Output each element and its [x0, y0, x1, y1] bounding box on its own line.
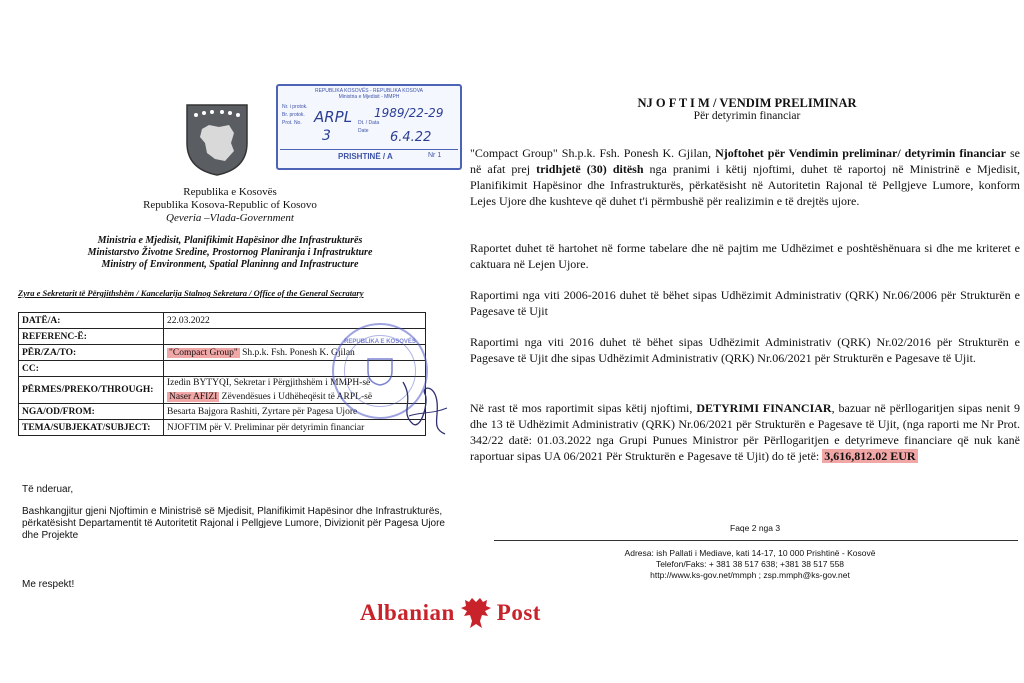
- round-stamp-emblem-icon: [364, 355, 396, 387]
- ministry-name-sq: Ministria e Mjedisit, Planifikimit Hapësinor dhe Infrastrukturës: [97, 235, 363, 246]
- table-key: DATË/A:: [19, 313, 164, 329]
- stamp-date: 6.4.22: [390, 130, 432, 145]
- stamp-count: 3: [322, 128, 331, 144]
- footer-divider: [494, 540, 1018, 541]
- notice-paragraph-4: Raportimi nga viti 2016 duhet të bëhet sipas Udhëzimit Administrativ (QRK) Nr.02/2016 për Strukturën e Pagesave të Ujit dhe sipas Udhëzimit Administrativ (QRK) Nr.06/2021 për Strukturën e Pagesave të Ujit.: [470, 335, 1020, 365]
- recipient-highlight: "Compact Group": [169, 347, 238, 358]
- recipient-text: Sh.p.k. Fsh. Ponesh K. Gjilan: [239, 347, 355, 358]
- through-highlight: Naser AFIZI: [169, 392, 218, 402]
- double-headed-eagle-icon: [459, 596, 493, 630]
- ministry-header: [20, 235, 440, 271]
- p1-notified: Njoftohet për Vendimin preliminar/ detyrimin financiar: [715, 146, 1006, 160]
- table-value: NJOFTIM për V. Preliminar për detyrimin financiar: [164, 420, 426, 436]
- logo-word-left: Albanian: [360, 600, 455, 625]
- table-key: PËRMES/PREKO/THROUGH:: [19, 377, 164, 404]
- government-name: Qeveria –Vlada-Government: [166, 212, 294, 224]
- stamp-number: 1989/22-29: [374, 106, 444, 120]
- kosovo-coat-of-arms-icon: [185, 103, 249, 177]
- notice-paragraph-3: Raportimi nga viti 2006-2016 duhet të bëhet sipas Udhëzimit Administrativ (QRK) Nr.06/2006 për Strukturën e Pagesave të Ujit: [470, 288, 1020, 318]
- greeting: Të nderuar,: [22, 484, 74, 495]
- stamp-label: Prot. No.: [282, 120, 302, 126]
- table-key: NGA/OD/FROM:: [19, 404, 164, 420]
- p1-text: se në afat prej: [470, 146, 1020, 176]
- registry-stamp: [276, 84, 462, 170]
- closing: Me respekt!: [22, 579, 75, 590]
- ministry-name-sr: Ministarstvo Životne Sredine, Prostornog Planiranja i Infrastrukture: [87, 247, 373, 258]
- amount-due-highlight: 3,616,812.02 EUR: [824, 449, 916, 463]
- govt-header: [130, 186, 330, 225]
- stamp-footer-number: Nr 1: [428, 152, 442, 159]
- through-text: Zëvendësues i Udhëheqësit të ARPL-së: [219, 392, 373, 402]
- stamp-label: Date: [358, 128, 369, 134]
- republic-name: Republika e Kosovës: [183, 186, 277, 198]
- footer-address: Adresa: ish Pallati i Mediave, kati 14-17, 10 000 Prishtinë - Kosovë: [624, 548, 876, 558]
- p1-deadline: tridhjetë (30) ditësh: [536, 162, 644, 176]
- notice-title: NJ O F T I M / VENDIM PRELIMINAR: [637, 96, 857, 110]
- p1-recipient: "Compact Group" Sh.p.k. Fsh. Ponesh K. Gjilan,: [470, 146, 716, 160]
- round-stamp-text: REPUBLIKA E KOSOVËS: [344, 339, 416, 345]
- republic-name-multilingual: Republika Kosova-Republic of Kosovo: [143, 199, 317, 211]
- table-key: TEMA/SUBJEKAT/SUBJECT:: [19, 420, 164, 436]
- table-key: PËR/ZA/TO:: [19, 345, 164, 361]
- p1-text-rest: nga pranimi i këtij njoftimi, duhet të raportoj në Ministrinë e Mjedisit, Planifikimit Hapësinor dhe Infrastrukturës, përkatësisht në Autoritetin Rajonal të Pellgjeve Lumore, konform Lejes Ujore dhe kushteve që duhet t'i përmbushë për realizimin e të drejtës ujore.: [470, 162, 1020, 208]
- notice-paragraph-1: [470, 145, 1020, 209]
- stamp-label: Dt. / Data: [358, 120, 380, 126]
- cover-body: Bashkangjitur gjeni Njoftimin e Ministrisë së Mjedisit, Planifikimit Hapësinor dhe Infrastrukturës, përkatësisht Departamentit të Autoritetit Rajonal i Pellgjeve Lumore, Divizionit për Pagesa Ujore dhe Projekte: [22, 506, 445, 541]
- office-line: Zyra e Sekretarit të Përgjithshëm / Kancelarija Stalnog Sekretara / Office of the General Secratary: [18, 288, 364, 298]
- logo-word-right: Post: [496, 600, 541, 625]
- footer-phone: Telefon/Faks: + 381 38 517 638; +381 38 517 558: [655, 559, 845, 569]
- stamp-header-1: REPUBLIKA KOSOVËS - REPUBLIKA KOSOVA: [314, 88, 423, 94]
- notice-paragraph-2: Raportet duhet të hartohet në forme tabelare dhe në pajtim me Udhëzimet e poshtëshënuara si dhe me kriteret e caktuara në Lejen Ujore.: [470, 241, 1020, 271]
- albanian-post-logo: [360, 596, 541, 630]
- notice-subtitle: Për detyrimin financiar: [693, 110, 801, 122]
- stamp-footer: PRISHTINË / A: [338, 152, 393, 161]
- footer-website-link[interactable]: http://www.ks-gov.net/mmph: [650, 570, 757, 580]
- table-key: CC:: [19, 361, 164, 377]
- stamp-label: Br. protok.: [282, 112, 305, 118]
- stamp-code: ARPL: [314, 108, 353, 126]
- table-value: Besarta Bajgora Rashiti, Zyrtare për Pagesa Ujore: [164, 404, 426, 420]
- ministry-name-en: Ministry of Environment, Spatial Planinng and Infrastructure: [101, 259, 359, 270]
- through-line-1: Izedin BYTYQI, Sekretar i Përgjithshëm i MMPH-së: [167, 378, 371, 388]
- p5-text-rest: , bazuar në përllogaritjen sipas nenit 9 dhe 13 të Udhëzimit Administrativ (QRK) Nr.06/2021 për Strukturën e Pagesave të Ujit, (nga raporti me Nr Prot. 342/22 datë: 01.03.2022 nga Grupi Punues Ministror për Përllogaritjen e detyrimeve financiare që nuk kanë raportuar sipas UA 06/2021 Për Strukturën e Pagesave të Ujit) do të jetë:: [470, 401, 1021, 463]
- footer-contact: Adresa: ish Pallati i Mediave, kati 14-17, 10 000 Prishtinë - Kosovë Telefon/Faks: + 381 38 517 638; +381 38 517 558 http://www.ks-gov.net/mmph ; zsp.mmph@ks-gov.net: [540, 548, 960, 581]
- p5-text: Në rast të mos raportimit sipas këtij njoftimi,: [470, 401, 697, 415]
- table-value: 22.03.2022: [164, 313, 426, 329]
- page-number: Faqe 2 nga 3: [730, 523, 781, 533]
- table-key: REFERENC-Ë:: [19, 329, 164, 345]
- notice-paragraph-5: [470, 400, 1020, 464]
- stamp-label: Nr. i protok.: [282, 104, 308, 110]
- stamp-header-2: Ministria e Mjedisit - MMPH: [338, 94, 400, 100]
- signature-icon: [395, 372, 455, 442]
- table-row: [19, 420, 426, 436]
- p5-financial-obligation: DETYRIMI FINANCIAR: [696, 401, 832, 415]
- footer-email-link[interactable]: zsp.mmph@ks-gov.net: [763, 570, 850, 580]
